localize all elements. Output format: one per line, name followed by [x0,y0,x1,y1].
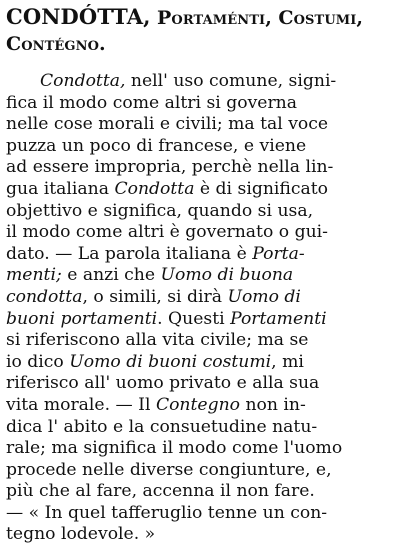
italic-term: Uomo di buoni costumi [69,351,272,372]
body-line-16 [6,395,397,417]
body-line-4: puzza un poco di francese, e viene [6,135,307,156]
italic-term: Contegno [155,394,241,415]
text-run: è di significato [194,178,328,199]
text-run: io dico [6,351,70,372]
text-run: , mi [271,351,304,372]
text-run: . Questi [157,308,231,329]
body-line-15: riferisco all' uomo privato e alla sua [6,373,320,394]
synonym-contegno: Contégno. [6,33,106,55]
body-line-18: rale; ma significa il modo come l'uomo [6,438,343,459]
body-line-7: objettivo e significa, quando si usa, [6,200,314,221]
entry-heading [6,4,397,57]
body-line-19: procede nelle diverse congiunture, e, [6,459,332,480]
italic-term: Condotta [114,178,195,199]
body-line-9 [6,244,397,266]
text-run: vita morale. — Il [6,394,156,415]
italic-term: condotta [6,286,83,307]
text-run: nell' uso comune, signi- [125,71,337,91]
body-line-8: il modo come altri è governato o gui- [6,222,328,243]
body-line-6 [6,179,397,201]
text-run: dato. — La parola italiana è [6,243,253,264]
italic-term: Porta- [252,243,305,264]
italic-term: Uomo di buona [160,265,294,286]
body-line-21: — « In quel tafferuglio tenne un con- [6,502,328,523]
headword: CONDÓTTA, [6,4,151,29]
body-line-1 [6,71,397,93]
entry-body [6,71,397,546]
synonym-portamenti: Portaménti, [157,7,272,29]
italic-term: Uomo di [227,286,301,307]
text-run: non in- [240,394,306,415]
italic-term: buoni portamenti [6,308,158,329]
body-line-12 [6,309,397,331]
italic-term: menti; [6,265,62,286]
body-line-20: più che al fare, accenna il non fare. [6,481,315,502]
body-line-13: si riferiscono alla vita civile; ma se [6,330,309,351]
text-run: gua italiana [6,178,115,199]
text-run: , o simili, si dirà [82,286,228,307]
text-run: e anzi che [61,265,161,286]
body-line-11 [6,287,397,309]
italic-term: Portamenti [230,308,327,329]
body-line-5: ad essere impropria, perchè nella lin- [6,157,334,178]
body-line-2: fica il modo come altri si governa [6,92,297,113]
body-line-14 [6,352,397,374]
body-line-10 [6,265,397,287]
body-line-22: tegno lodevole. » [6,524,156,545]
body-line-3: nelle cose morali e civili; ma tal voce [6,114,329,135]
synonym-costumi: Costumi, [278,7,364,29]
italic-term: Condotta, [40,71,126,91]
body-line-17: dica l' abito e la consuetudine natu- [6,416,318,437]
